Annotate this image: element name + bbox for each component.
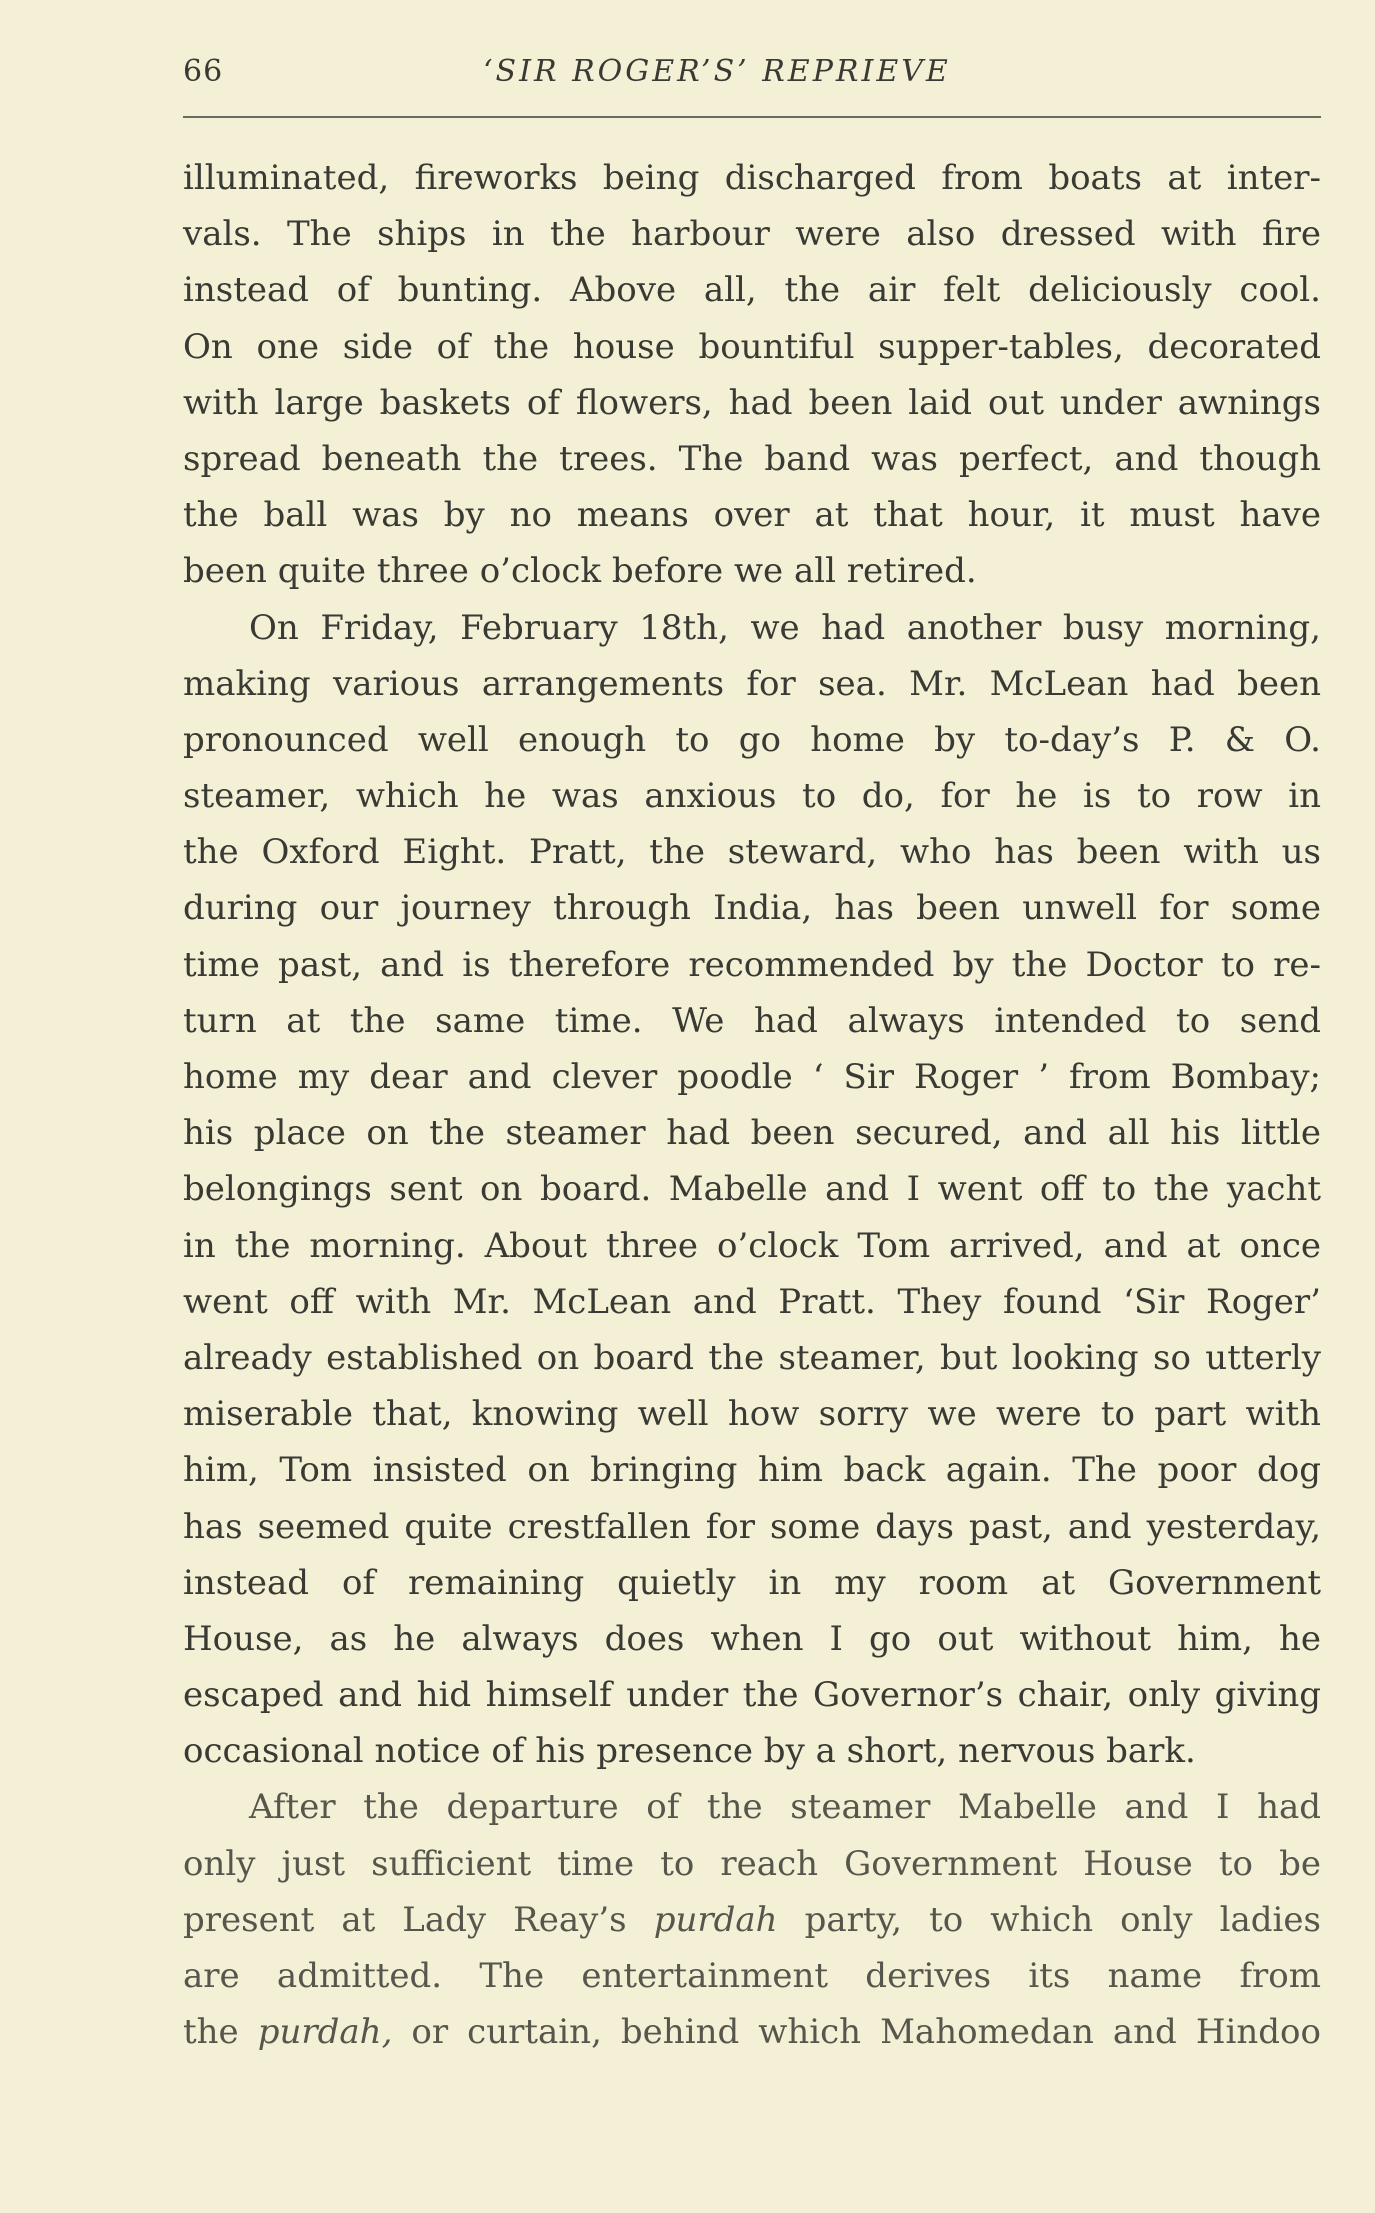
italic-word: purdah bbox=[653, 1899, 778, 1940]
text-line: On one side of the house bountiful supper-tables, decorated bbox=[183, 326, 1321, 367]
text-segment: party, to which only ladies bbox=[777, 1899, 1321, 1940]
text-line: the Oxford Eight. Pratt, the steward, who has been with us bbox=[183, 832, 1321, 873]
text-line: instead of bunting. Above all, the air felt deliciously cool. bbox=[183, 270, 1321, 311]
text-line: pronounced well enough to go home by to-day’s P. & O. bbox=[183, 719, 1321, 760]
text-line: vals. The ships in the harbour were also dressed with fire bbox=[183, 214, 1321, 255]
text-line: home my dear and clever poodle ‘ Sir Roger ’ from Bombay; bbox=[183, 1057, 1321, 1097]
text-line: only just sufficient time to reach Government House to be bbox=[183, 1843, 1321, 1884]
paragraph-start-line: After the departure of the steamer Mabelle and I had bbox=[249, 1787, 1321, 1828]
text-line: with large baskets of flowers, had been laid out under awnings bbox=[183, 382, 1321, 423]
text-line bbox=[183, 2004, 1321, 2060]
page-number: 66 bbox=[183, 54, 224, 89]
text-line: the ball was by no means over at that hour, it must have bbox=[183, 495, 1321, 536]
text-line: him, Tom insisted on bringing him back again. The poor dog bbox=[183, 1450, 1321, 1491]
text-line: during our journey through India, has been unwell for some bbox=[183, 888, 1321, 929]
text-segment: or curtain, behind which Mahomedan and Hindoo bbox=[392, 2012, 1321, 2053]
text-line: steamer, which he was anxious to do, for he is to row in bbox=[183, 776, 1321, 817]
text-line: went off with Mr. McLean and Pratt. They found ‘Sir Roger’ bbox=[183, 1281, 1321, 1322]
running-header bbox=[183, 50, 1321, 98]
header-rule bbox=[183, 116, 1321, 118]
running-title: ‘SIR ROGER’S’ REPRIEVE bbox=[483, 54, 951, 89]
text-line: miserable that, knowing well how sorry we were to part with bbox=[183, 1394, 1321, 1435]
text-line: been quite three o’clock before we all retired. bbox=[183, 551, 977, 592]
text-line: are admitted. The entertainment derives its name from bbox=[183, 1956, 1321, 1996]
paragraph-start-line: On Friday, February 18th, we had another busy morning, bbox=[249, 607, 1321, 648]
text-line: his place on the steamer had been secured, and all his little bbox=[183, 1113, 1321, 1154]
body-text bbox=[183, 150, 1321, 2060]
text-line: occasional notice of his presence by a short, nervous bark. bbox=[183, 1731, 1196, 1772]
text-line: House, as he always does when I go out without him, he bbox=[183, 1618, 1321, 1659]
text-segment: the bbox=[183, 2012, 258, 2053]
text-line: illuminated, fireworks being discharged from boats at inter- bbox=[183, 158, 1321, 198]
text-line: spread beneath the trees. The band was perfect, and though bbox=[183, 438, 1321, 479]
text-line bbox=[183, 1892, 1321, 1948]
text-line: has seemed quite crestfallen for some days past, and yesterday, bbox=[183, 1506, 1321, 1547]
text-line: escaped and hid himself under the Governor’s chair, only giving bbox=[183, 1675, 1321, 1716]
text-segment: present at Lady Reay’s bbox=[183, 1899, 654, 1940]
text-line: turn at the same time. We had always intended to send bbox=[183, 1000, 1321, 1041]
text-line: time past, and is therefore recommended by the Doctor to re- bbox=[183, 944, 1321, 985]
text-line: already established on board the steamer, but looking so utterly bbox=[183, 1337, 1321, 1378]
italic-word: purdah, bbox=[257, 2012, 393, 2053]
text-line: belongings sent on board. Mabelle and I went off to the yacht bbox=[183, 1169, 1321, 1210]
text-line: in the morning. About three o’clock Tom arrived, and at once bbox=[183, 1225, 1321, 1266]
text-line: instead of remaining quietly in my room at Government bbox=[183, 1562, 1321, 1603]
text-line: making various arrangements for sea. Mr. McLean had been bbox=[183, 663, 1321, 704]
